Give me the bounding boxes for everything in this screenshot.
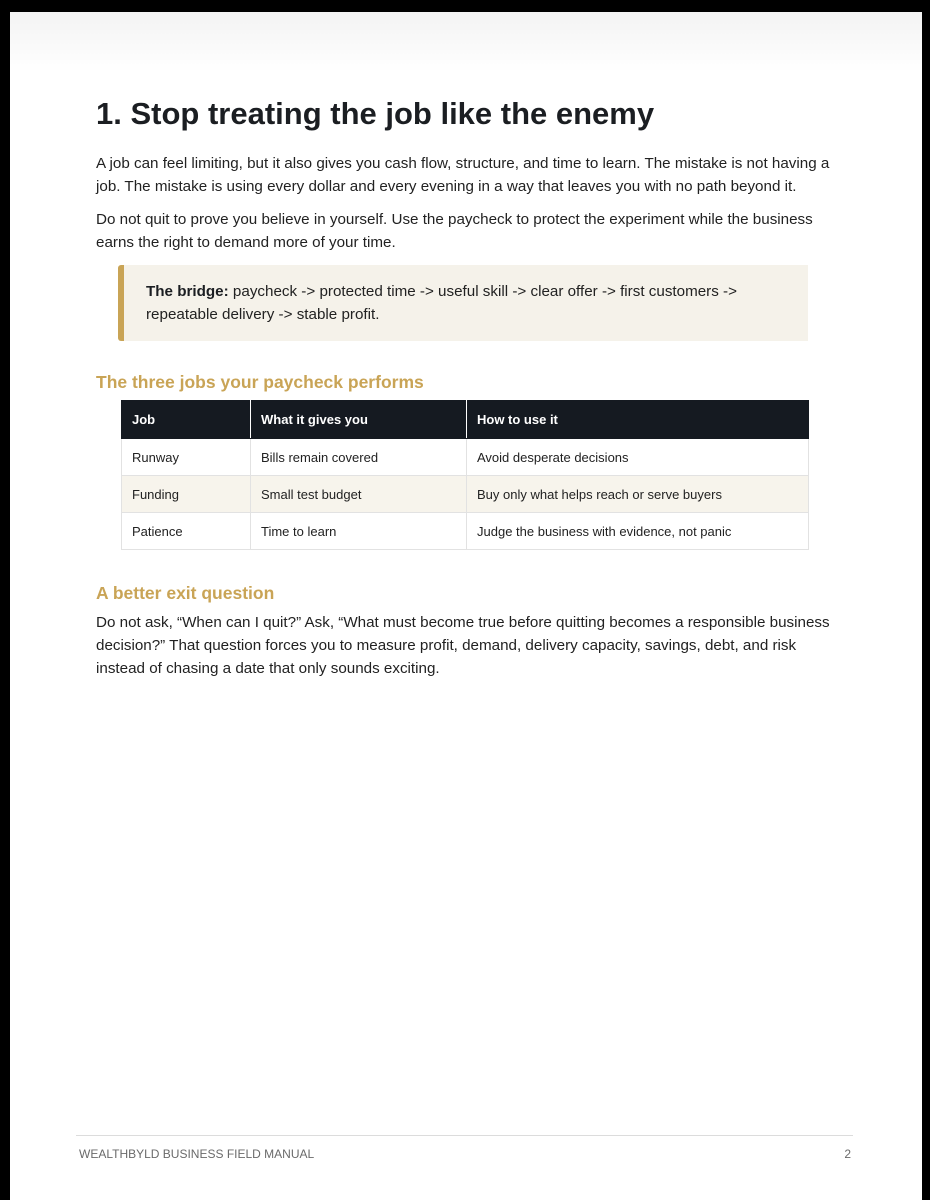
callout-label: The bridge: xyxy=(146,283,229,300)
table-cell: Avoid desperate decisions xyxy=(467,439,809,476)
table-row xyxy=(122,476,809,513)
table-cell: Small test budget xyxy=(251,476,467,513)
footer-divider xyxy=(76,1135,853,1136)
table-row xyxy=(122,513,809,550)
table-cell: Bills remain covered xyxy=(251,439,467,476)
footer-page-number: 2 xyxy=(844,1147,851,1161)
bridge-callout xyxy=(118,265,808,341)
chapter-title: 1. Stop treating the job like the enemy xyxy=(96,96,655,131)
table-cell: Time to learn xyxy=(251,513,467,550)
table-cell: Runway xyxy=(122,439,251,476)
footer-manual-name: WEALTHBYLD BUSINESS FIELD MANUAL xyxy=(79,1147,315,1161)
table-cell: Judge the business with evidence, not panic xyxy=(467,513,809,550)
table-cell: Patience xyxy=(122,513,251,550)
table-cell: Buy only what helps reach or serve buyers xyxy=(467,476,809,513)
paycheck-jobs-table xyxy=(121,400,809,550)
table-header-row xyxy=(122,401,809,439)
second-paragraph: Do not quit to prove you believe in yourself. Use the paycheck to protect the experiment while the business earns the right to demand more of your time. xyxy=(96,211,813,251)
page-top-shade xyxy=(10,12,922,72)
column-header-use: How to use it xyxy=(467,401,809,439)
section-heading-exit-question: A better exit question xyxy=(96,583,275,603)
column-header-job: Job xyxy=(122,401,251,439)
table-cell: Funding xyxy=(122,476,251,513)
table-row xyxy=(122,439,809,476)
exit-question-paragraph: Do not ask, “When can I quit?” Ask, “What must become true before quitting becomes a responsible business decision?” That question forces you to measure profit, demand, delivery capacity, savings, debt, and risk instead of chasing a date that only sounds exciting. xyxy=(96,614,830,677)
column-header-gives: What it gives you xyxy=(251,401,467,439)
callout-text: paycheck -> protected time -> useful skill -> clear offer -> first customers -> repeatable delivery -> stable profit. xyxy=(146,283,737,323)
document-page xyxy=(10,12,922,1200)
section-heading-paycheck-jobs: The three jobs your paycheck performs xyxy=(96,372,424,392)
intro-paragraph: A job can feel limiting, but it also gives you cash flow, structure, and time to learn. The mistake is not having a job. The mistake is using every dollar and every evening in a way that leaves you with no path beyond it. xyxy=(96,155,830,195)
